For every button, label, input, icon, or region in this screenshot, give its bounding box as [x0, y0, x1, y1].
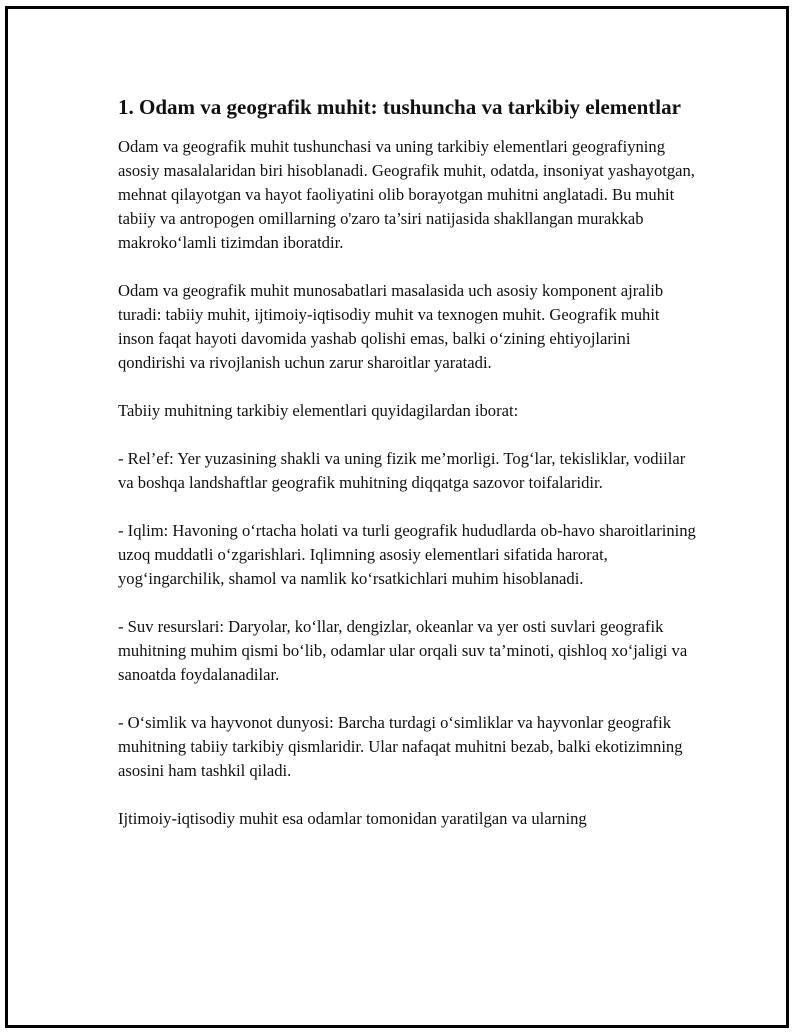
- list-item-water-resources: - Suv resurslari: Daryolar, ko‘llar, dengizlar, okeanlar va yer osti suvlari geografik muhitning muhim qismi bo‘lib, odamlar ular orqali suv ta’minoti, qishloq xo‘jaligi va sanoatda foydalanadilar.: [118, 617, 688, 684]
- paragraph-natural-elements-lead: Tabiiy muhitning tarkibiy elementlari quyidagilardan iborat:: [118, 401, 519, 420]
- paragraph-components: Odam va geografik muhit munosabatlari masalasida uch asosiy komponent ajralib turadi: tabiiy muhit, ijtimoiy-iqtisodiy muhit va texnogen muhit. Geografik muhit inson faqat hayoti davomida yashab qolishi emas, balki o‘zining ehtiyojlarini qondirishi va rivojlanish uchun zarur sharoitlar yaratadi.: [118, 281, 664, 372]
- document-body: [118, 93, 698, 855]
- list-item-relief: - Rel’ef: Yer yuzasining shakli va uning fizik me’morligi. Tog‘lar, tekisliklar, vodiilar va boshqa landshaftlar geografik muhitning diqqatga sazovor toifalaridir.: [118, 449, 686, 492]
- list-item-climate: - Iqlim: Havoning o‘rtacha holati va turli geografik hududlarda ob-havo sharoitlarining uzoq muddatli o‘zgarishlari. Iqlimning asosiy elementlari sifatida harorat, yog‘ingarchilik, shamol va namlik ko‘rsatkichlari muhim hisoblanadi.: [118, 521, 696, 588]
- paragraph-socio-economic: Ijtimoiy-iqtisodiy muhit esa odamlar tomonidan yaratilgan va ularning: [118, 809, 587, 828]
- list-item-flora-fauna: - O‘simlik va hayvonot dunyosi: Barcha turdagi o‘simliklar va hayvonlar geografik muhitning tabiiy tarkibiy qismlaridir. Ular nafaqat muhitni bezab, balki ekotizimning asosini ham tashkil qiladi.: [118, 713, 683, 780]
- section-heading: 1. Odam va geografik muhit: tushuncha va tarkibiy elementlar: [118, 95, 681, 119]
- paragraph-intro: Odam va geografik muhit tushunchasi va uning tarkibiy elementlari geografiyning asosiy masalalaridan biri hisoblanadi. Geografik muhit, odatda, insoniyat yashayotgan, mehnat qilayotgan va hayot faoliyatini olib borayotgan muhitni anglatadi. Bu muhit tabiiy va antropogen omillarning o'zaro ta’siri natijasida shakllangan murakkab makroko‘lamli tizimdan iboratdir.: [118, 137, 695, 252]
